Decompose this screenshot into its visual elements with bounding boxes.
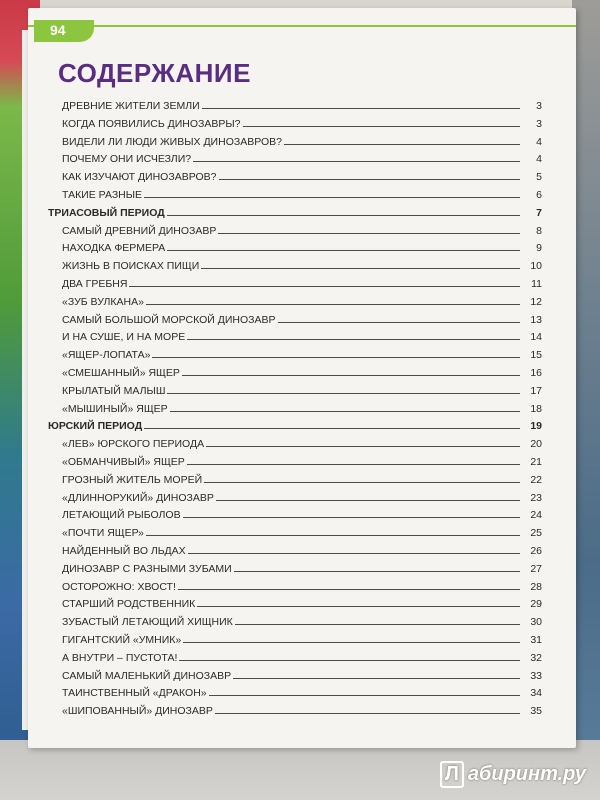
toc-leader-line [215, 713, 520, 714]
toc-entry [62, 274, 542, 290]
toc-leader-line [216, 500, 520, 501]
toc-entry [62, 648, 542, 664]
header-rule [28, 25, 576, 27]
toc-page-number: 24 [530, 509, 542, 522]
toc-page-number: 33 [530, 669, 542, 682]
toc-leader-line [187, 464, 520, 465]
book-page [28, 8, 576, 748]
toc-leader-line [233, 678, 520, 679]
toc-entry-title: «ШИПОВАННЫЙ» ДИНОЗАВР [62, 705, 213, 718]
toc-entry [62, 345, 542, 361]
toc-page-number: 22 [530, 473, 542, 486]
toc-section-heading [48, 203, 542, 219]
toc-page-number: 15 [530, 349, 542, 362]
toc-leader-line [129, 286, 520, 287]
toc-leader-line [206, 446, 520, 447]
toc-leader-line [144, 428, 520, 429]
toc-page-number: 4 [536, 135, 542, 148]
toc-entry [62, 612, 542, 628]
toc-page-number: 7 [536, 206, 542, 219]
watermark-mark: Л [440, 761, 464, 788]
toc-leader-line [201, 268, 520, 269]
toc-page-number: 5 [536, 171, 542, 184]
toc-entry [62, 470, 542, 486]
toc-page-number: 10 [530, 260, 542, 273]
toc-entry [62, 577, 542, 593]
toc-leader-line [146, 535, 520, 536]
toc-leader-line [178, 589, 520, 590]
toc-page-number: 11 [531, 278, 542, 290]
toc-entry [62, 630, 542, 646]
toc-entry [62, 363, 542, 379]
toc-entry [62, 114, 542, 130]
toc-section-heading [48, 416, 542, 432]
toc-entry-title: НАХОДКА ФЕРМЕРА [62, 242, 166, 255]
toc-page-number: 16 [530, 367, 542, 379]
toc-entry-title: САМЫЙ ДРЕВНИЙ ДИНОЗАВР [62, 224, 217, 237]
toc-entry [62, 149, 542, 165]
toc-page-number: 14 [530, 331, 542, 344]
toc-leader-line [204, 482, 520, 483]
toc-leader-line [187, 339, 520, 340]
toc-entry-title: А ВНУТРИ – ПУСТОТА! [62, 651, 178, 664]
toc-entry-title: «ЛЕВ» ЮРСКОГО ПЕРИОДА [62, 438, 205, 451]
toc-leader-line [235, 624, 520, 625]
toc-page-number: 32 [530, 651, 542, 664]
toc-page-number: 23 [530, 491, 542, 504]
toc-entry [62, 541, 542, 557]
toc-leader-line [278, 322, 521, 323]
watermark-logo [440, 761, 586, 788]
toc-entry-title: «МЫШИНЫЙ» ЯЩЕР [62, 402, 168, 415]
toc-leader-line [234, 571, 520, 572]
toc-entry-title: НАЙДЕННЫЙ ВО ЛЬДАХ [62, 545, 186, 557]
toc-leader-line [183, 642, 520, 643]
toc-entry-title: ГРОЗНЫЙ ЖИТЕЛЬ МОРЕЙ [62, 473, 203, 486]
toc-entry [62, 559, 542, 575]
toc-page-number: 27 [530, 562, 542, 575]
toc-page-number: 20 [530, 438, 542, 451]
toc-leader-line [167, 393, 520, 394]
toc-page-number: 35 [530, 705, 542, 718]
toc-entry-title: ПОЧЕМУ ОНИ ИСЧЕЗЛИ? [62, 153, 192, 166]
toc-page-number: 4 [536, 153, 542, 166]
toc-page-number: 26 [530, 545, 542, 557]
toc-page-number: 3 [536, 100, 542, 112]
toc-entry [62, 666, 542, 682]
toc-leader-line [284, 144, 520, 145]
toc-entry [62, 310, 542, 326]
toc-page-number: 8 [536, 224, 542, 237]
toc-page-number: 19 [530, 420, 542, 433]
toc-entry-title: «ПОЧТИ ЯЩЕР» [62, 527, 144, 540]
watermark-text: абиринт.ру [467, 763, 586, 785]
toc-leader-line [167, 215, 520, 216]
toc-leader-line [170, 411, 520, 412]
toc-entry-title: ТАКИЕ РАЗНЫЕ [62, 189, 143, 201]
toc-entry [62, 238, 542, 254]
toc-page-number: 6 [536, 189, 542, 201]
toc-entry-title: ДИНОЗАВР С РАЗНЫМИ ЗУБАМИ [62, 562, 232, 575]
toc-entry-title: ДРЕВНИЕ ЖИТЕЛИ ЗЕМЛИ [62, 100, 200, 112]
toc-entry-title: ДВА ГРЕБНЯ [62, 278, 128, 290]
toc-leader-line [243, 126, 520, 127]
toc-entry [62, 399, 542, 415]
toc-page-number: 29 [530, 598, 542, 611]
toc-entry-title: САМЫЙ БОЛЬШОЙ МОРСКОЙ ДИНОЗАВР [62, 313, 276, 326]
toc-entry-title: «ЯЩЕР-ЛОПАТА» [62, 349, 151, 362]
toc-page-number: 28 [530, 580, 542, 593]
toc-page-number: 21 [530, 456, 542, 468]
toc-page-number: 18 [530, 402, 542, 415]
toc-page-number: 13 [530, 313, 542, 326]
toc-entry [62, 701, 542, 717]
toc-leader-line [152, 357, 520, 358]
toc-page-number: 30 [530, 616, 542, 629]
toc-entry-title: ЛЕТАЮЩИЙ РЫБОЛОВ [62, 509, 181, 522]
toc-entry [62, 96, 542, 112]
toc-entry-title: ТРИАСОВЫЙ ПЕРИОД [48, 206, 165, 219]
toc-entry [62, 523, 542, 539]
toc-leader-line [144, 197, 520, 198]
toc-entry-title: ЮРСКИЙ ПЕРИОД [48, 420, 143, 433]
toc-entry-title: «СМЕШАННЫЙ» ЯЩЕР [62, 367, 180, 379]
toc-page-number: 25 [530, 527, 542, 540]
toc-entry-title: «ОБМАНЧИВЫЙ» ЯЩЕР [62, 456, 185, 468]
toc-leader-line [197, 606, 520, 607]
toc-entry-title: И НА СУШЕ, И НА МОРЕ [62, 331, 186, 344]
toc-leader-line [209, 695, 520, 696]
toc-leader-line [219, 179, 521, 180]
toc-entry-title: ОСТОРОЖНО: ХВОСТ! [62, 580, 176, 593]
toc-entry-title: ВИДЕЛИ ЛИ ЛЮДИ ЖИВЫХ ДИНОЗАВРОВ? [62, 135, 282, 148]
toc-entry [62, 327, 542, 343]
toc-leader-line [218, 233, 520, 234]
toc-entry-title: ЖИЗНЬ В ПОИСКАХ ПИЩИ [62, 260, 200, 273]
toc-entry [62, 452, 542, 468]
toc-entry [62, 256, 542, 272]
toc-entry-title: САМЫЙ МАЛЕНЬКИЙ ДИНОЗАВР [62, 669, 232, 682]
toc-page-number: 12 [530, 295, 542, 308]
toc-entry-title: ЗУБАСТЫЙ ЛЕТАЮЩИЙ ХИЩНИК [62, 616, 233, 629]
toc-page-number: 3 [536, 117, 542, 130]
toc-entry [62, 167, 542, 183]
toc-page-number: 17 [530, 384, 542, 397]
toc-page-number: 34 [530, 687, 542, 700]
toc-entry-title: «ЗУБ ВУЛКАНА» [62, 295, 144, 308]
toc-leader-line [183, 517, 520, 518]
toc-entry-title: ТАИНСТВЕННЫЙ «ДРАКОН» [62, 687, 207, 700]
toc-entry [62, 594, 542, 610]
toc-page-number: 9 [536, 242, 542, 255]
page-number: 94 [50, 22, 66, 38]
toc-leader-line [188, 553, 520, 554]
toc-leader-line [146, 304, 520, 305]
toc-entry-title: КАК ИЗУЧАЮТ ДИНОЗАВРОВ? [62, 171, 217, 184]
toc-entry [62, 683, 542, 699]
toc-page-number: 31 [530, 634, 542, 646]
toc-entry [62, 292, 542, 308]
toc-leader-line [202, 108, 520, 109]
toc-leader-line [179, 660, 520, 661]
toc-entry-title: СТАРШИЙ РОДСТВЕННИК [62, 598, 196, 611]
book-cover-edge [572, 0, 600, 800]
toc-entry [62, 505, 542, 521]
toc-leader-line [167, 250, 520, 251]
toc-leader-line [182, 375, 520, 376]
toc-entry-title: ГИГАНТСКИЙ «УМНИК» [62, 634, 182, 646]
toc-entry [62, 132, 542, 148]
toc-entry-title: «ДЛИННОРУКИЙ» ДИНОЗАВР [62, 491, 214, 504]
toc-entry [62, 381, 542, 397]
toc-entry [62, 185, 542, 201]
page-title: СОДЕРЖАНИЕ [58, 58, 251, 88]
toc-entry [62, 488, 542, 504]
toc-leader-line [193, 161, 520, 162]
toc-entry [62, 434, 542, 450]
toc-entry-title: КОГДА ПОЯВИЛИСЬ ДИНОЗАВРЫ? [62, 117, 241, 130]
toc-entry-title: КРЫЛАТЫЙ МАЛЫШ [62, 384, 166, 397]
toc-entry [62, 221, 542, 237]
